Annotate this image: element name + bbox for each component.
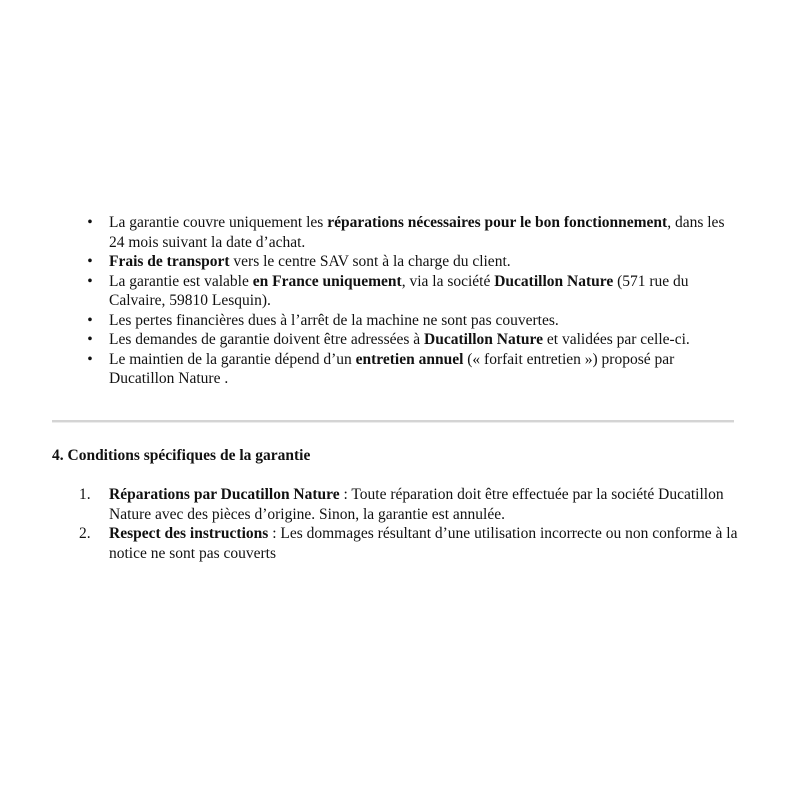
bullet-marker: • — [87, 253, 93, 270]
list-item: • Les pertes financières dues à l’arrêt de la machine ne sont pas couvertes. — [109, 311, 739, 331]
list-item: 1. Réparations par Ducatillon Nature : Toute réparation doit être effectuée par la société Ducatillon Nature avec des pièces d’origine. Sinon, la garantie est annulée. — [79, 486, 724, 523]
list-item: • La garantie est valable en France uniquement, via la société Ducatillon Nature (571 rue du Calvaire, 59810 Lesquin). — [109, 272, 739, 311]
conditions-numbered-list — [79, 485, 739, 563]
warranty-bullet-list — [87, 213, 739, 389]
number-marker: 1. — [79, 486, 91, 503]
number-marker: 2. — [79, 525, 91, 542]
bullet-marker: • — [87, 272, 93, 290]
list-item: • Les demandes de garantie doivent être adressées à Ducatillon Nature et validées par celle-ci. — [109, 330, 739, 350]
section-divider — [52, 420, 734, 423]
list-item: • Frais de transport vers le centre SAV sont à la charge du client. — [109, 252, 739, 272]
list-item: • La garantie couvre uniquement les réparations nécessaires pour le bon fonctionnement, dans les 24 mois suivant la date d’achat. — [109, 213, 739, 252]
bullet-marker: • — [87, 331, 93, 348]
bullet-marker: • — [87, 350, 93, 368]
bullet-marker: • — [87, 311, 93, 329]
list-item: 2. Respect des instructions : Les dommages résultant d’une utilisation incorrecte ou non conforme à la notice ne sont pas couverts — [79, 525, 738, 562]
section-title: 4. Conditions spécifiques de la garantie — [52, 447, 311, 464]
list-item: • Le maintien de la garantie dépend d’un entretien annuel (« forfait entretien ») proposé par Ducatillon Nature . — [109, 350, 739, 389]
bullet-marker: • — [87, 214, 93, 231]
